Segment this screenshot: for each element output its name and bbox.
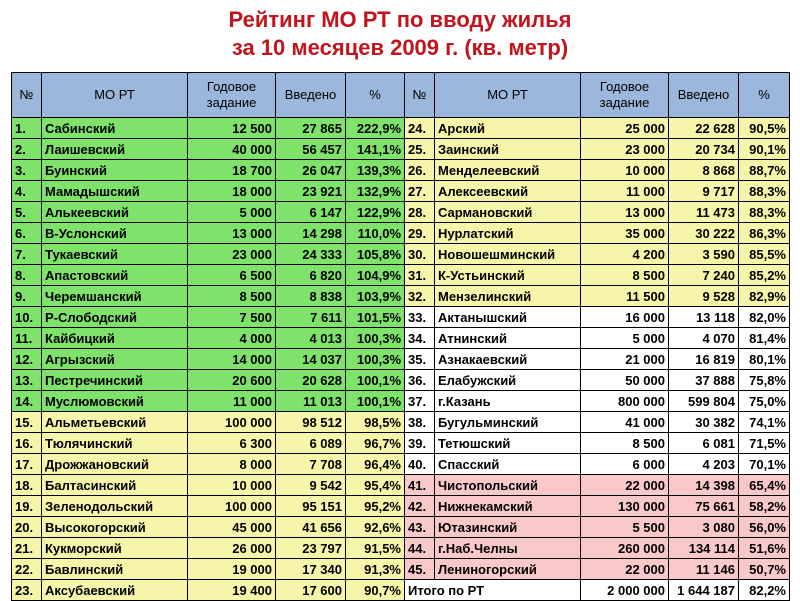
plan-cell: 13 000	[188, 223, 276, 244]
title-line-1: Рейтинг МО РТ по вводу жилья	[228, 7, 572, 32]
percent-cell: 110,0%	[346, 223, 405, 244]
municipality-cell: Заинский	[435, 139, 581, 160]
done-cell: 98 512	[276, 412, 346, 433]
done-cell: 7 611	[276, 307, 346, 328]
rank-cell: 11.	[12, 328, 42, 349]
plan-cell: 16 000	[581, 307, 669, 328]
plan-cell: 6 300	[188, 433, 276, 454]
done-cell: 17 340	[276, 559, 346, 580]
municipality-cell: Алексеевский	[435, 181, 581, 202]
rating-table	[11, 72, 790, 601]
header-pct: %	[346, 73, 405, 118]
municipality-cell: г.Наб.Челны	[435, 538, 581, 559]
done-cell: 30 382	[669, 412, 739, 433]
plan-cell: 22 000	[581, 559, 669, 580]
municipality-cell: Арский	[435, 118, 581, 139]
plan-cell: 13 000	[581, 202, 669, 223]
rank-cell: 15.	[12, 412, 42, 433]
municipality-cell: Черемшанский	[42, 286, 188, 307]
municipality-cell: Пестречинский	[42, 370, 188, 391]
municipality-cell: Мамадышский	[42, 181, 188, 202]
rank-cell: 34.	[405, 328, 435, 349]
rank-cell: 4.	[12, 181, 42, 202]
rank-cell: 43.	[405, 517, 435, 538]
rank-cell: 1.	[12, 118, 42, 139]
rank-cell: 7.	[12, 244, 42, 265]
total-percent-cell: 82,2%	[739, 580, 790, 601]
rank-cell: 3.	[12, 160, 42, 181]
done-cell: 75 661	[669, 496, 739, 517]
rank-cell: 40.	[405, 454, 435, 475]
done-cell: 9 717	[669, 181, 739, 202]
done-cell: 8 838	[276, 286, 346, 307]
municipality-cell: Новошешминский	[435, 244, 581, 265]
table-row	[12, 370, 790, 391]
municipality-cell: Тетюшский	[435, 433, 581, 454]
rank-cell: 35.	[405, 349, 435, 370]
municipality-cell: Лаишевский	[42, 139, 188, 160]
header-mo-2: МО РТ	[435, 73, 581, 118]
percent-cell: 90,5%	[739, 118, 790, 139]
municipality-cell: Буинский	[42, 160, 188, 181]
municipality-cell: Кайбицкий	[42, 328, 188, 349]
percent-cell: 92,6%	[346, 517, 405, 538]
table-row	[12, 538, 790, 559]
municipality-cell: Дрожжановский	[42, 454, 188, 475]
table-row	[12, 496, 790, 517]
percent-cell: 141,1%	[346, 139, 405, 160]
done-cell: 11 013	[276, 391, 346, 412]
plan-cell: 5 500	[581, 517, 669, 538]
municipality-cell: Атнинский	[435, 328, 581, 349]
percent-cell: 95,4%	[346, 475, 405, 496]
table-row	[12, 349, 790, 370]
municipality-cell: Мензелинский	[435, 286, 581, 307]
total-plan-cell: 2 000 000	[581, 580, 669, 601]
rank-cell: 24.	[405, 118, 435, 139]
percent-cell: 85,5%	[739, 244, 790, 265]
title-line-2: за 10 месяцев 2009 г. (кв. метр)	[231, 35, 569, 60]
municipality-cell: В-Услонский	[42, 223, 188, 244]
done-cell: 4 203	[669, 454, 739, 475]
municipality-cell: Спасский	[435, 454, 581, 475]
plan-cell: 20 600	[188, 370, 276, 391]
percent-cell: 222,9%	[346, 118, 405, 139]
rank-cell: 30.	[405, 244, 435, 265]
header-plan-2: Годовое задание	[581, 73, 669, 118]
percent-cell: 88,3%	[739, 181, 790, 202]
done-cell: 30 222	[669, 223, 739, 244]
municipality-cell: К-Устьинский	[435, 265, 581, 286]
municipality-cell: Лениногорский	[435, 559, 581, 580]
done-cell: 6 081	[669, 433, 739, 454]
municipality-cell: Чистопольский	[435, 475, 581, 496]
rank-cell: 22.	[12, 559, 42, 580]
table-row	[12, 412, 790, 433]
percent-cell: 122,9%	[346, 202, 405, 223]
percent-cell: 104,9%	[346, 265, 405, 286]
plan-cell: 23 000	[188, 244, 276, 265]
percent-cell: 100,3%	[346, 328, 405, 349]
done-cell: 26 047	[276, 160, 346, 181]
table-row	[12, 307, 790, 328]
plan-cell: 6 500	[188, 265, 276, 286]
plan-cell: 10 000	[581, 160, 669, 181]
municipality-cell: Балтасинский	[42, 475, 188, 496]
percent-cell: 96,7%	[346, 433, 405, 454]
rank-cell: 42.	[405, 496, 435, 517]
plan-cell: 11 500	[581, 286, 669, 307]
rank-cell: 10.	[12, 307, 42, 328]
done-cell: 9 528	[669, 286, 739, 307]
plan-cell: 10 000	[188, 475, 276, 496]
plan-cell: 45 000	[188, 517, 276, 538]
done-cell: 11 146	[669, 559, 739, 580]
rank-cell: 28.	[405, 202, 435, 223]
municipality-cell: Сармановский	[435, 202, 581, 223]
plan-cell: 4 000	[188, 328, 276, 349]
percent-cell: 96,4%	[346, 454, 405, 475]
rank-cell: 21.	[12, 538, 42, 559]
percent-cell: 58,2%	[739, 496, 790, 517]
done-cell: 14 037	[276, 349, 346, 370]
done-cell: 8 868	[669, 160, 739, 181]
municipality-cell: Нурлатский	[435, 223, 581, 244]
done-cell: 3 590	[669, 244, 739, 265]
municipality-cell: Р-Слободский	[42, 307, 188, 328]
rank-cell: 14.	[12, 391, 42, 412]
table-row	[12, 580, 790, 601]
table-row	[12, 559, 790, 580]
done-cell: 41 656	[276, 517, 346, 538]
percent-cell: 51,6%	[739, 538, 790, 559]
rating-table-body	[12, 118, 790, 601]
percent-cell: 82,9%	[739, 286, 790, 307]
header-mo: МО РТ	[42, 73, 188, 118]
rank-cell: 20.	[12, 517, 42, 538]
plan-cell: 5 000	[188, 202, 276, 223]
table-row	[12, 160, 790, 181]
percent-cell: 75,0%	[739, 391, 790, 412]
plan-cell: 19 400	[188, 580, 276, 601]
percent-cell: 101,5%	[346, 307, 405, 328]
rank-cell: 31.	[405, 265, 435, 286]
rank-cell: 33.	[405, 307, 435, 328]
plan-cell: 8 000	[188, 454, 276, 475]
done-cell: 134 114	[669, 538, 739, 559]
rank-cell: 23.	[12, 580, 42, 601]
municipality-cell: Алькеевский	[42, 202, 188, 223]
municipality-cell: Агрызский	[42, 349, 188, 370]
rank-cell: 13.	[12, 370, 42, 391]
percent-cell: 82,0%	[739, 307, 790, 328]
plan-cell: 100 000	[188, 412, 276, 433]
plan-cell: 35 000	[581, 223, 669, 244]
header-plan: Годовое задание	[188, 73, 276, 118]
plan-cell: 19 000	[188, 559, 276, 580]
done-cell: 4 013	[276, 328, 346, 349]
municipality-cell: Апастовский	[42, 265, 188, 286]
plan-cell: 22 000	[581, 475, 669, 496]
plan-cell: 100 000	[188, 496, 276, 517]
percent-cell: 90,1%	[739, 139, 790, 160]
plan-cell: 6 000	[581, 454, 669, 475]
plan-cell: 8 500	[581, 265, 669, 286]
done-cell: 599 804	[669, 391, 739, 412]
percent-cell: 71,5%	[739, 433, 790, 454]
done-cell: 27 865	[276, 118, 346, 139]
plan-cell: 18 700	[188, 160, 276, 181]
percent-cell: 90,7%	[346, 580, 405, 601]
percent-cell: 85,2%	[739, 265, 790, 286]
percent-cell: 65,4%	[739, 475, 790, 496]
rank-cell: 18.	[12, 475, 42, 496]
table-row	[12, 265, 790, 286]
rank-cell: 37.	[405, 391, 435, 412]
done-cell: 11 473	[669, 202, 739, 223]
percent-cell: 100,1%	[346, 391, 405, 412]
total-label: Итого по РТ	[405, 580, 581, 601]
plan-cell: 14 000	[188, 349, 276, 370]
done-cell: 22 628	[669, 118, 739, 139]
municipality-cell: Зеленодольский	[42, 496, 188, 517]
plan-cell: 11 000	[188, 391, 276, 412]
rank-cell: 8.	[12, 265, 42, 286]
done-cell: 95 151	[276, 496, 346, 517]
municipality-cell: Актанышский	[435, 307, 581, 328]
percent-cell: 105,8%	[346, 244, 405, 265]
percent-cell: 100,1%	[346, 370, 405, 391]
done-cell: 56 457	[276, 139, 346, 160]
rank-cell: 38.	[405, 412, 435, 433]
table-row	[12, 475, 790, 496]
percent-cell: 88,3%	[739, 202, 790, 223]
municipality-cell: Елабужский	[435, 370, 581, 391]
header-pct-2: %	[739, 73, 790, 118]
plan-cell: 7 500	[188, 307, 276, 328]
rank-cell: 41.	[405, 475, 435, 496]
table-row	[12, 454, 790, 475]
municipality-cell: Азнакаевский	[435, 349, 581, 370]
rank-cell: 12.	[12, 349, 42, 370]
page-title	[0, 6, 800, 62]
header-row	[12, 73, 790, 118]
rank-cell: 45.	[405, 559, 435, 580]
plan-cell: 21 000	[581, 349, 669, 370]
plan-cell: 26 000	[188, 538, 276, 559]
done-cell: 24 333	[276, 244, 346, 265]
rank-cell: 26.	[405, 160, 435, 181]
percent-cell: 132,9%	[346, 181, 405, 202]
municipality-cell: Тюлячинский	[42, 433, 188, 454]
percent-cell: 70,1%	[739, 454, 790, 475]
percent-cell: 139,3%	[346, 160, 405, 181]
done-cell: 4 070	[669, 328, 739, 349]
table-row	[12, 202, 790, 223]
table-row	[12, 328, 790, 349]
rank-cell: 29.	[405, 223, 435, 244]
plan-cell: 800 000	[581, 391, 669, 412]
done-cell: 3 080	[669, 517, 739, 538]
municipality-cell: Менделеевский	[435, 160, 581, 181]
done-cell: 23 797	[276, 538, 346, 559]
plan-cell: 23 000	[581, 139, 669, 160]
percent-cell: 80,1%	[739, 349, 790, 370]
rank-cell: 16.	[12, 433, 42, 454]
percent-cell: 103,9%	[346, 286, 405, 307]
done-cell: 7 708	[276, 454, 346, 475]
plan-cell: 11 000	[581, 181, 669, 202]
plan-cell: 8 500	[581, 433, 669, 454]
rank-cell: 17.	[12, 454, 42, 475]
percent-cell: 75,8%	[739, 370, 790, 391]
table-row	[12, 433, 790, 454]
done-cell: 7 240	[669, 265, 739, 286]
done-cell: 20 628	[276, 370, 346, 391]
municipality-cell: Аксубаевский	[42, 580, 188, 601]
plan-cell: 12 500	[188, 118, 276, 139]
municipality-cell: Ютазинский	[435, 517, 581, 538]
rank-cell: 2.	[12, 139, 42, 160]
plan-cell: 260 000	[581, 538, 669, 559]
percent-cell: 95,2%	[346, 496, 405, 517]
percent-cell: 74,1%	[739, 412, 790, 433]
percent-cell: 81,4%	[739, 328, 790, 349]
plan-cell: 4 200	[581, 244, 669, 265]
plan-cell: 50 000	[581, 370, 669, 391]
plan-cell: 25 000	[581, 118, 669, 139]
plan-cell: 130 000	[581, 496, 669, 517]
header-num: №	[12, 73, 42, 118]
municipality-cell: г.Казань	[435, 391, 581, 412]
plan-cell: 18 000	[188, 181, 276, 202]
plan-cell: 40 000	[188, 139, 276, 160]
header-done: Введено	[276, 73, 346, 118]
municipality-cell: Тукаевский	[42, 244, 188, 265]
rank-cell: 27.	[405, 181, 435, 202]
percent-cell: 98,5%	[346, 412, 405, 433]
rank-cell: 32.	[405, 286, 435, 307]
table-row	[12, 244, 790, 265]
municipality-cell: Альметьевский	[42, 412, 188, 433]
table-row	[12, 391, 790, 412]
percent-cell: 86,3%	[739, 223, 790, 244]
municipality-cell: Сабинский	[42, 118, 188, 139]
plan-cell: 41 000	[581, 412, 669, 433]
header-num-2: №	[405, 73, 435, 118]
total-done-cell: 1 644 187	[669, 580, 739, 601]
done-cell: 13 118	[669, 307, 739, 328]
done-cell: 37 888	[669, 370, 739, 391]
done-cell: 14 398	[669, 475, 739, 496]
rank-cell: 6.	[12, 223, 42, 244]
table-row	[12, 286, 790, 307]
table-row	[12, 181, 790, 202]
done-cell: 23 921	[276, 181, 346, 202]
rank-cell: 19.	[12, 496, 42, 517]
done-cell: 9 542	[276, 475, 346, 496]
header-done-2: Введено	[669, 73, 739, 118]
percent-cell: 91,5%	[346, 538, 405, 559]
plan-cell: 5 000	[581, 328, 669, 349]
done-cell: 17 600	[276, 580, 346, 601]
plan-cell: 8 500	[188, 286, 276, 307]
table-row	[12, 517, 790, 538]
percent-cell: 50,7%	[739, 559, 790, 580]
municipality-cell: Бавлинский	[42, 559, 188, 580]
municipality-cell: Высокогорский	[42, 517, 188, 538]
municipality-cell: Муслюмовский	[42, 391, 188, 412]
municipality-cell: Кукморский	[42, 538, 188, 559]
percent-cell: 100,3%	[346, 349, 405, 370]
rank-cell: 9.	[12, 286, 42, 307]
rank-cell: 36.	[405, 370, 435, 391]
table-row	[12, 223, 790, 244]
table-row	[12, 139, 790, 160]
done-cell: 14 298	[276, 223, 346, 244]
done-cell: 16 819	[669, 349, 739, 370]
rank-cell: 5.	[12, 202, 42, 223]
percent-cell: 56,0%	[739, 517, 790, 538]
rank-cell: 44.	[405, 538, 435, 559]
done-cell: 20 734	[669, 139, 739, 160]
percent-cell: 88,7%	[739, 160, 790, 181]
done-cell: 6 820	[276, 265, 346, 286]
done-cell: 6 089	[276, 433, 346, 454]
municipality-cell: Нижнекамский	[435, 496, 581, 517]
rank-cell: 25.	[405, 139, 435, 160]
table-row	[12, 118, 790, 139]
percent-cell: 91,3%	[346, 559, 405, 580]
rank-cell: 39.	[405, 433, 435, 454]
municipality-cell: Бугульминский	[435, 412, 581, 433]
done-cell: 6 147	[276, 202, 346, 223]
